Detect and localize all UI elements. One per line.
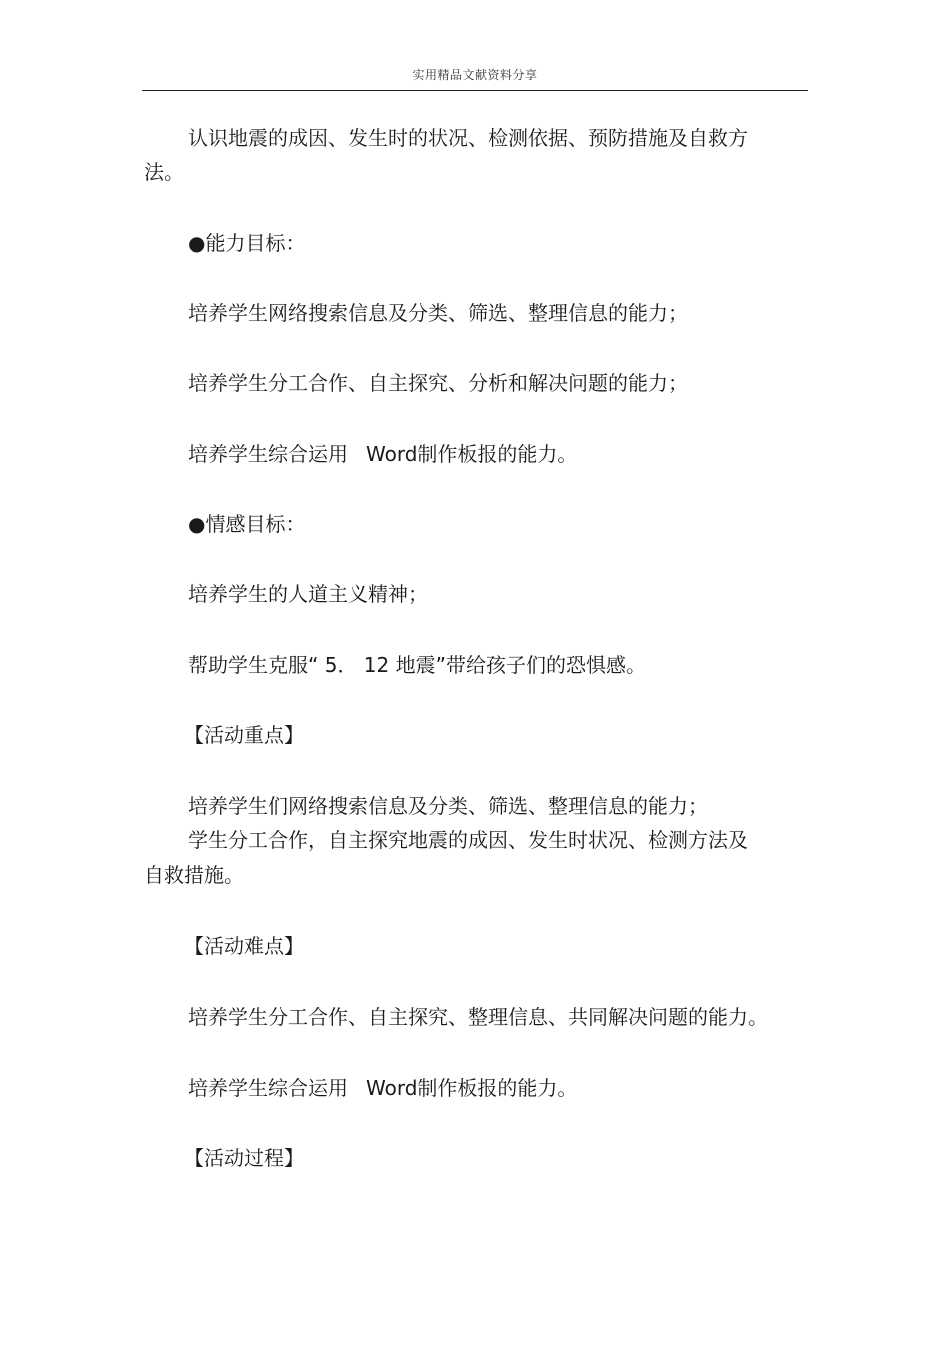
difficulty-item-2-suffix: Word制作板报的能力。 — [366, 1076, 578, 1100]
ability-goal-item-3-prefix: 培养学生综合运用 — [188, 442, 348, 466]
difficulties-heading: 【活动难点】 — [184, 934, 304, 958]
process-heading: 【活动过程】 — [184, 1146, 304, 1170]
key-points-heading: 【活动重点】 — [184, 723, 304, 747]
key-point-item-2-line-2: 自救措施。 — [144, 863, 244, 887]
page-header-title: 实用精品文献资料分享 — [412, 68, 538, 82]
key-point-item-1: 培养学生们网络搜索信息及分类、筛选、整理信息的能力； — [188, 794, 708, 818]
difficulty-item-2-prefix: 培养学生综合运用 — [188, 1076, 348, 1100]
difficulty-item-2 — [188, 1075, 577, 1101]
ability-goal-item-3-suffix: Word制作板报的能力。 — [366, 442, 578, 466]
difficulty-item-1: 培养学生分工合作、自主探究、整理信息、共同解决问题的能力。 — [188, 1005, 768, 1029]
header-divider — [142, 90, 808, 91]
emotion-goal-item-1: 培养学生的人道主义精神； — [188, 582, 428, 606]
intro-paragraph-line-2: 法。 — [144, 160, 184, 184]
emotion-goals-heading: ●情感目标： — [188, 512, 306, 536]
ability-goal-item-1: 培养学生网络搜索信息及分类、筛选、整理信息的能力； — [188, 301, 688, 325]
ability-goal-item-3 — [188, 441, 577, 467]
ability-goals-heading: ●能力目标： — [188, 231, 306, 255]
emotion-goal-item-2: 帮助学生克服“ 5． 12 地震”带给孩子们的恐惧感。 — [188, 653, 646, 677]
ability-goal-item-2: 培养学生分工合作、自主探究、分析和解决问题的能力； — [188, 371, 688, 395]
key-point-item-2-line-1: 学生分工合作，自主探究地震的成因、发生时状况、检测方法及 — [188, 828, 748, 852]
intro-paragraph-line-1: 认识地震的成因、发生时的状况、检测依据、预防措施及自救方 — [188, 126, 748, 150]
